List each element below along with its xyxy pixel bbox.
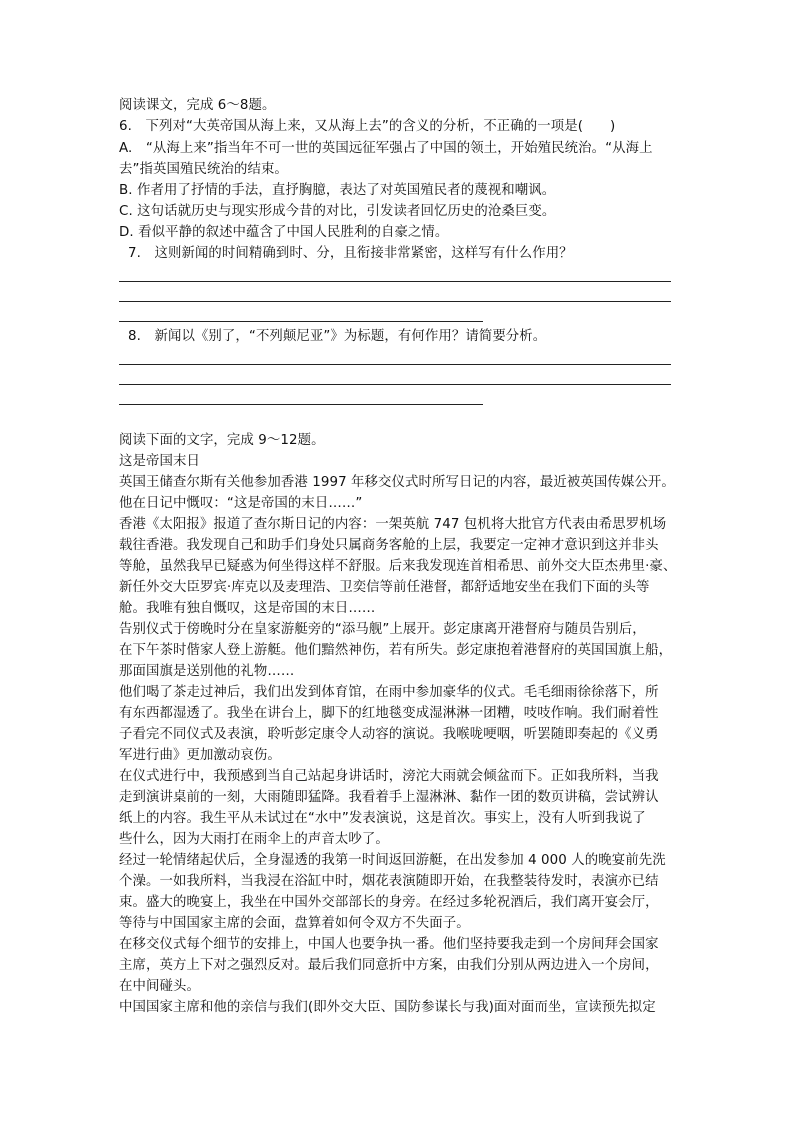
answer-line xyxy=(119,384,671,385)
question-6-option-a-cont: 去”指英国殖民统治的结束。 xyxy=(119,162,288,177)
passage-line: 英国王储查尔斯有关他参加香港 1997 年移交仪式时所写日记的内容，最近被英国传媒公开。 xyxy=(119,475,675,490)
answer-line xyxy=(119,404,483,405)
passage-line: 等待与中国国家主席的会面，盘算着如何令双方不失面子。 xyxy=(119,916,470,931)
passage-line: 告别仪式于傍晚时分在皇家游艇旁的“添马舰”上展开。彭定康离开港督府与随员告别后， xyxy=(119,622,646,637)
answer-line xyxy=(119,321,483,322)
question-6-option-d: D. 看似平静的叙述中蕴含了中国人民胜利的自豪之情。 xyxy=(119,225,449,240)
passage-line: 有东西都湿透了。我坐在讲台上，脚下的红地毯变成湿淋淋一团糟，吱吱作响。我们耐着性 xyxy=(119,706,659,721)
question-8: 8. 新闻以《别了，“不列颠尼亚”》为标题，有何作用？请简要分析。 xyxy=(128,329,547,344)
question-6-stem: 6. 下列对“大英帝国从海上来，又从海上去”的含义的分析，不正确的一项是( ) xyxy=(119,119,616,134)
passage-line: 在仪式进行中，我预感到当自己站起身讲话时，滂沱大雨就会倾盆而下。正如我所料，当我 xyxy=(119,769,659,784)
section2-intro: 阅读下面的文字，完成 9～12题。 xyxy=(119,433,325,448)
passage-line: 主席，英方上下对之强烈反对。最后我们同意折中方案，由我们分别从两边进入一个房间， xyxy=(119,958,659,973)
passage-line: 载往香港。我发现自己和助手们身处只属商务客舱的上层，我要定一定神才意识到这并非头 xyxy=(119,538,659,553)
passage-line: 束。盛大的晚宴上，我坐在中国外交部部长的身旁。在经过多轮祝酒后，我们离开宴会厅， xyxy=(119,895,659,910)
passage-line: 些什么，因为大雨打在雨伞上的声音太吵了。 xyxy=(119,832,389,847)
passage-line: 走到演讲桌前的一刻，大雨随即猛降。我看着手上湿淋淋、黏作一团的数页讲稿，尝试辨认 xyxy=(119,790,659,805)
question-6-option-a: A. “从海上来”指当年不可一世的英国远征军强占了中国的领土，开始殖民统治。“从海上 xyxy=(119,141,653,156)
passage-line: 在下午茶时偕家人登上游艇。他们黯然神伤，若有所失。彭定康抱着港督府的英国国旗上船， xyxy=(119,643,673,658)
passage-line: 中国国家主席和他的亲信与我们(即外交大臣、国防参谋长与我)面对面而坐，宣读预先拟定 xyxy=(119,1000,656,1015)
passage-line: 他在日记中慨叹：“这是帝国的末日……” xyxy=(119,496,363,511)
passage-line: 子看完不同仪式及表演，聆听彭定康令人动容的演说。我喉咙哽咽，听罢随即奏起的《义勇 xyxy=(119,727,659,742)
passage-line: 香港《太阳报》报道了查尔斯日记的内容：一架英航 747 包机将大批官方代表由希思罗机场 xyxy=(119,517,667,532)
question-6-option-c: C. 这句话就历史与现实形成今昔的对比，引发读者回忆历史的沧桑巨变。 xyxy=(119,204,556,219)
passage-line: 那面国旗是送别他的礼物…… xyxy=(119,664,295,679)
passage-line: 在移交仪式每个细节的安排上，中国人也要争执一番。他们坚持要我走到一个房间拜会国家 xyxy=(119,937,659,952)
question-6-option-b: B. 作者用了抒情的手法，直抒胸臆，表达了对英国殖民者的蔑视和嘲讽。 xyxy=(119,183,556,198)
answer-line xyxy=(119,364,671,365)
section1-intro: 阅读课文，完成 6～8题。 xyxy=(119,98,276,113)
question-7: 7. 这则新闻的时间精确到时、分，且衔接非常紧密，这样写有什么作用？ xyxy=(128,246,573,261)
answer-line xyxy=(119,301,671,302)
passage-line: 在中间碰头。 xyxy=(119,979,200,994)
passage-line: 军进行曲》更加激动哀伤。 xyxy=(119,748,281,763)
passage-line: 新任外交大臣罗宾·库克以及麦理浩、卫奕信等前任港督，都舒适地安坐在我们下面的头等 xyxy=(119,580,650,595)
answer-line xyxy=(119,281,671,282)
passage-line: 经过一轮情绪起伏后，全身湿透的我第一时间返回游艇，在出发参加 4 000 人的晚宴前先洗 xyxy=(119,853,666,868)
passage-line: 个澡。一如我所料，当我浸在浴缸中时，烟花表演随即开始，在我整装待发时，表演亦已结 xyxy=(119,874,659,889)
passage-line: 他们喝了茶走过神后，我们出发到体育馆，在雨中参加豪华的仪式。毛毛细雨徐徐落下，所 xyxy=(119,685,659,700)
passage-title: 这是帝国末日 xyxy=(119,454,200,469)
passage-line: 纸上的内容。我生平从未试过在“水中”发表演说，这是首次。事实上，没有人听到我说了 xyxy=(119,811,646,826)
passage-line: 等舱，虽然我早已疑惑为何坐得这样不舒服。后来我发现连首相希思、前外交大臣杰弗里·豪、 xyxy=(119,559,677,574)
passage-line: 舱。我唯有独自慨叹，这是帝国的末日…… xyxy=(119,601,376,616)
